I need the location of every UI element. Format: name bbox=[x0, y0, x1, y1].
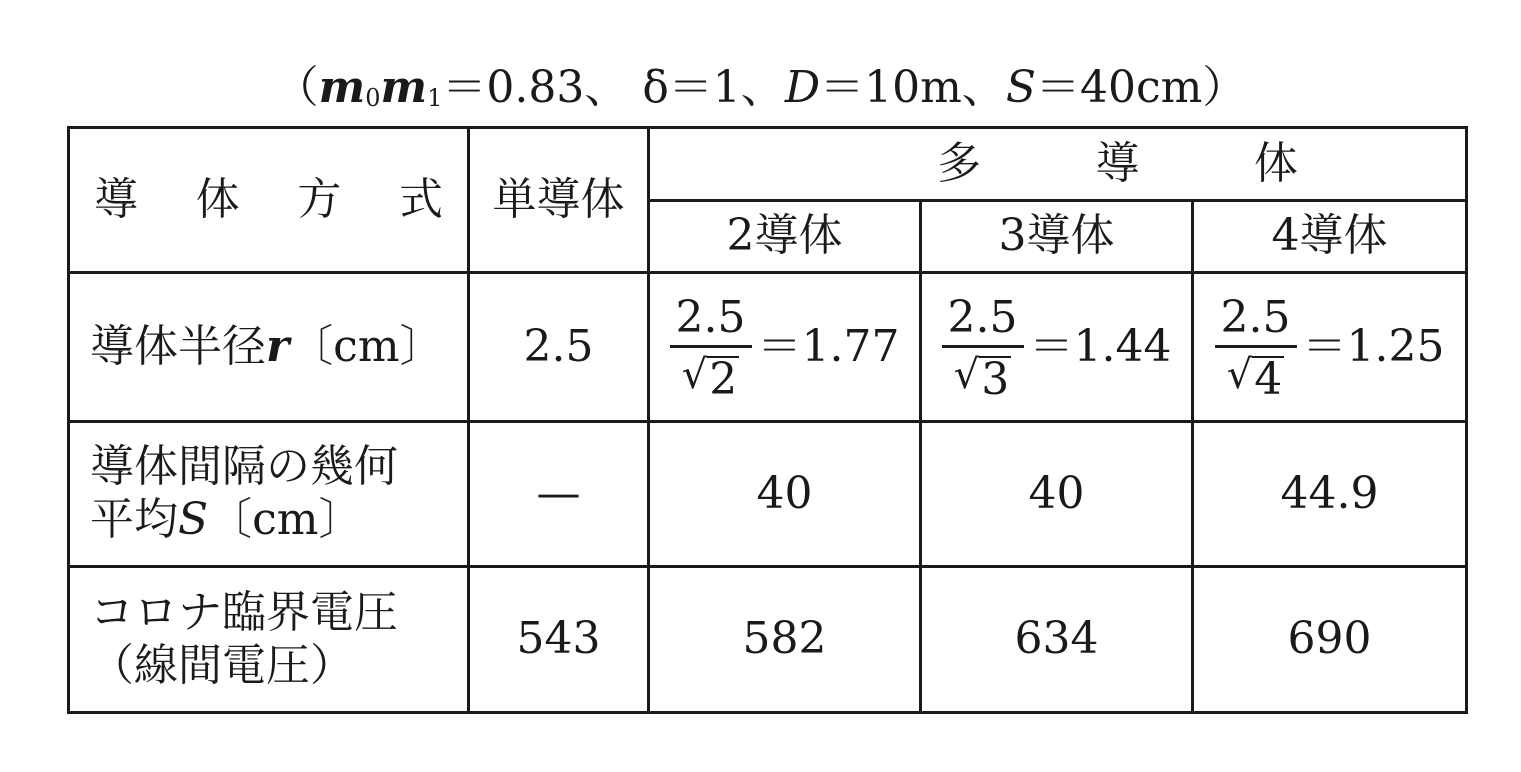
result: ＝1.77 bbox=[757, 321, 900, 373]
denominator bbox=[681, 348, 740, 405]
radius-two bbox=[649, 273, 921, 422]
radicand: 4 bbox=[1254, 354, 1283, 405]
corona-three: 634 bbox=[921, 567, 1193, 713]
header-char: 導 bbox=[94, 173, 138, 225]
numerator: 2.5 bbox=[1215, 293, 1297, 348]
radius-unit: 〔cm〕 bbox=[289, 320, 444, 372]
table-caption bbox=[0, 58, 1521, 128]
radicand: 3 bbox=[981, 354, 1010, 405]
sqrt-icon: √ bbox=[1226, 352, 1253, 398]
header-char: 多 bbox=[937, 137, 982, 189]
header-row-1 bbox=[69, 128, 1467, 201]
fraction bbox=[670, 292, 752, 405]
radius-row bbox=[69, 273, 1467, 422]
corona-row bbox=[69, 567, 1467, 713]
corona-label-line-1: コロナ臨界電圧 bbox=[90, 586, 398, 638]
corona-four: 690 bbox=[1193, 567, 1467, 713]
spacing-unit: 〔cm〕 bbox=[208, 494, 363, 545]
fraction bbox=[1215, 292, 1297, 405]
denominator bbox=[953, 348, 1012, 405]
caption-d: D bbox=[784, 62, 821, 113]
header-char: 体 bbox=[195, 173, 240, 225]
corona-label-line-2: （線間電圧） bbox=[90, 639, 354, 691]
spacing-two: 40 bbox=[649, 422, 921, 567]
radicand: 2 bbox=[709, 354, 738, 405]
spacing-label-prefix: 平均 bbox=[90, 494, 178, 545]
header-single-conductor: 単導体 bbox=[469, 128, 649, 273]
spacing-three: 40 bbox=[921, 422, 1193, 567]
numerator: 2.5 bbox=[670, 293, 752, 348]
header-four-conductor: 4導体 bbox=[1193, 201, 1467, 273]
caption-m0-sub: 0 bbox=[365, 84, 381, 112]
caption-s: S bbox=[1005, 62, 1036, 113]
header-char: 方 bbox=[297, 173, 342, 225]
sqrt-icon: √ bbox=[953, 352, 980, 398]
corona-two: 582 bbox=[649, 567, 921, 713]
spacing-row bbox=[69, 422, 1467, 567]
result: ＝1.44 bbox=[1029, 321, 1172, 373]
header-conductor-type bbox=[69, 128, 469, 273]
radius-label bbox=[69, 273, 469, 422]
corona-label bbox=[69, 567, 469, 713]
caption-m0: m bbox=[318, 62, 366, 113]
spacing-label bbox=[69, 422, 469, 567]
header-char: 導 bbox=[1095, 137, 1140, 189]
radius-label-text: 導体半径 bbox=[90, 320, 266, 372]
header-char: 体 bbox=[1253, 137, 1298, 189]
spacing-label-line-2 bbox=[90, 494, 467, 547]
caption-text-1: ＝0.83、 δ＝1、 bbox=[442, 62, 785, 113]
corona-single: 543 bbox=[469, 567, 649, 713]
numerator: 2.5 bbox=[942, 293, 1024, 348]
caption-open-paren: （ bbox=[274, 62, 319, 113]
caption-m1: m bbox=[380, 62, 428, 113]
radius-four bbox=[1193, 273, 1467, 422]
denominator bbox=[1226, 348, 1285, 405]
radius-symbol: r bbox=[266, 320, 290, 372]
fraction bbox=[942, 292, 1024, 405]
result: ＝1.25 bbox=[1302, 321, 1445, 373]
spacing-single: — bbox=[469, 422, 649, 567]
header-three-conductor: 3導体 bbox=[921, 201, 1193, 273]
spacing-label-line-1: 導体間隔の幾何 bbox=[90, 441, 398, 493]
spacing-symbol: S bbox=[178, 494, 209, 545]
header-char: 式 bbox=[398, 173, 443, 225]
conductor-comparison-table bbox=[67, 126, 1468, 714]
sqrt-icon: √ bbox=[681, 352, 708, 398]
header-multi-conductor bbox=[649, 128, 1467, 201]
caption-text-3: ＝40cm） bbox=[1035, 62, 1247, 113]
radius-single: 2.5 bbox=[469, 273, 649, 422]
header-two-conductor: 2導体 bbox=[649, 201, 921, 273]
caption-text-2: ＝10m、 bbox=[820, 62, 1006, 113]
spacing-four: 44.9 bbox=[1193, 422, 1467, 567]
radius-three bbox=[921, 273, 1193, 422]
caption-m1-sub: 1 bbox=[427, 84, 443, 112]
